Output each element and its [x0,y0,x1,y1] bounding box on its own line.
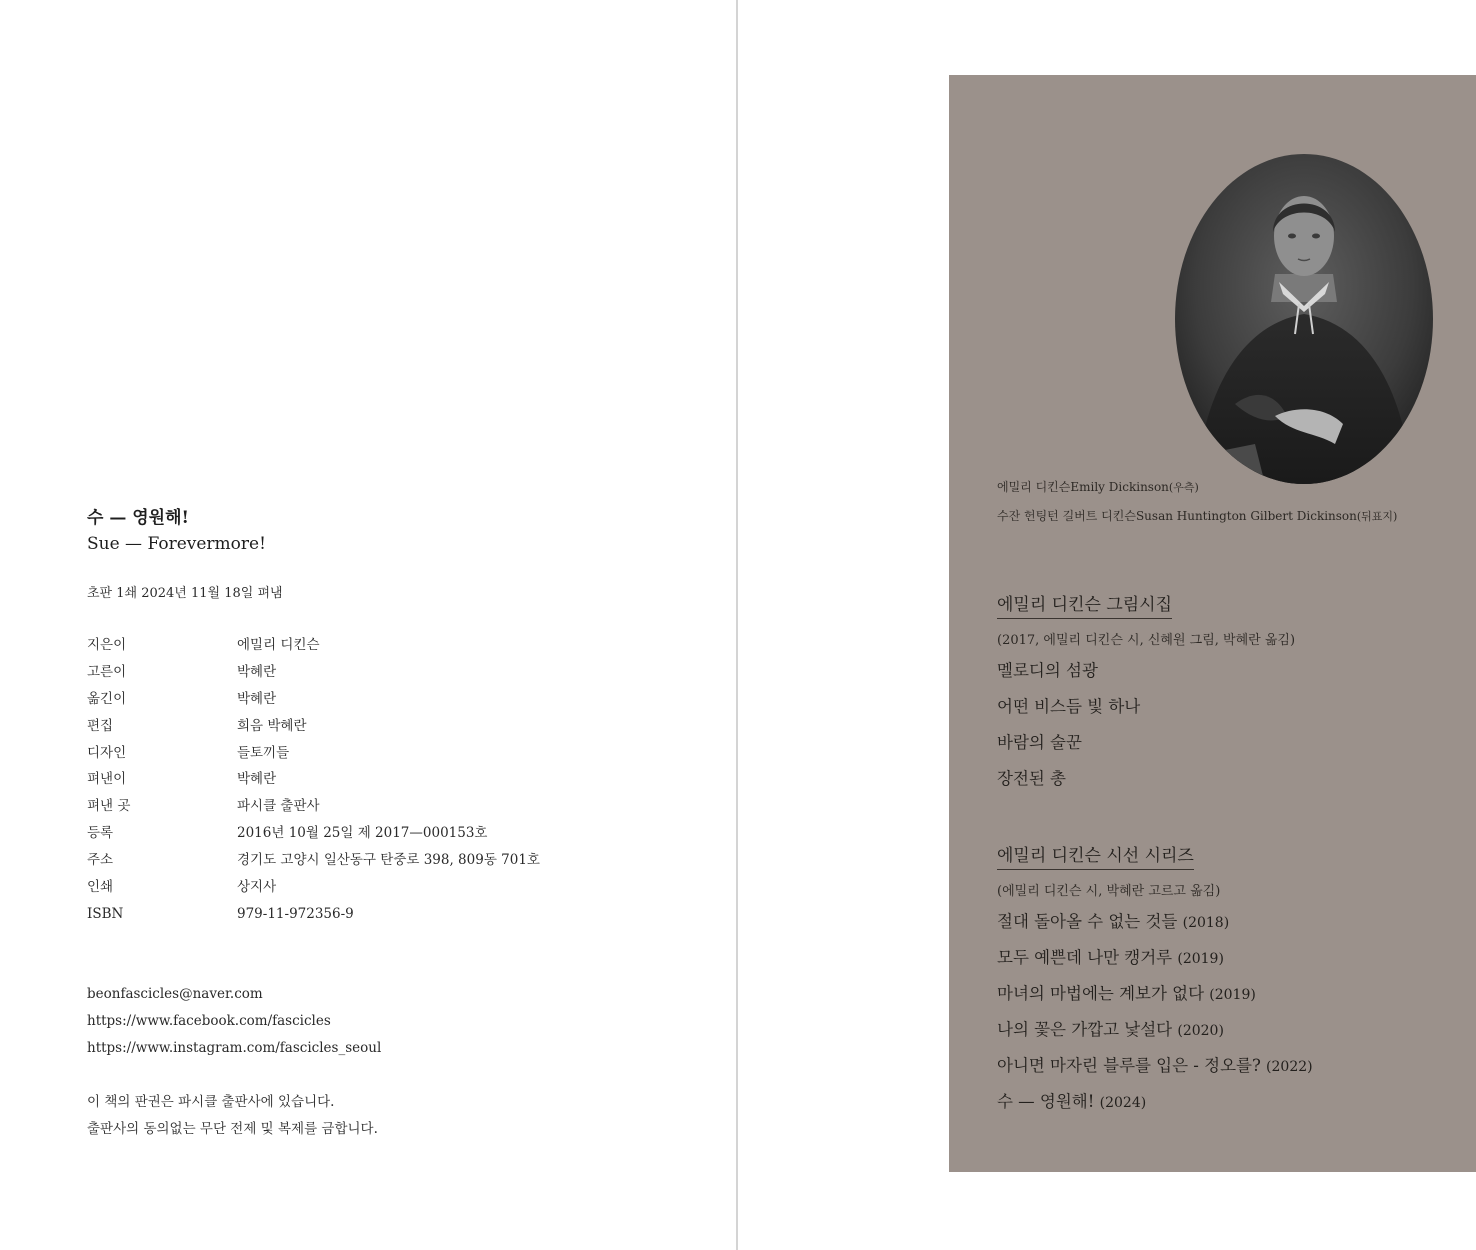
series-title: 에밀리 디킨슨 시선 시리즈 [997,844,1194,870]
credit-row [87,795,540,822]
credit-label: 지은이 [87,637,127,653]
book-title: 모두 예쁜데 나만 캥거루 [997,948,1173,967]
credit-label: 펴낸 곳 [87,798,131,815]
credit-value: 에밀리 디킨슨 [237,637,320,653]
book-title: 멜로디의 섬광 [997,661,1098,680]
credit-row [87,876,540,903]
credit-value: 경기도 고양시 일산동구 탄중로 398, 809동 701호 [237,852,540,869]
credit-row [87,849,540,876]
book-title-korean: 수 — 영원해! [87,508,189,528]
credit-value: 들토끼들 [237,744,290,761]
caption-note: (우측) [1168,481,1199,494]
caption-name: 에밀리 디킨슨Emily Dickinson [997,480,1169,494]
book-year: (2024) [1099,1095,1147,1111]
colophon-page [0,0,736,1250]
credit-label: 등록 [87,825,114,842]
contact-instagram-url: https://www.instagram.com/fascicles_seoul [87,1040,382,1056]
credit-value: 박혜란 [237,771,277,788]
book-title: 수 — 영원해! [997,1092,1095,1111]
credit-label: 편집 [87,717,114,734]
credit-value: 박혜란 [237,690,277,707]
book-title: 절대 돌아올 수 없는 것들 [997,912,1178,931]
series-book-list [997,907,1313,1123]
edition-line: 초판 1쇄 2024년 11월 18일 펴냄 [87,586,283,601]
book-title-english: Sue — Forevermore! [87,534,266,554]
credit-value: 979-11-972356-9 [237,905,354,922]
series-book-item [997,943,1313,979]
series-title: 에밀리 디킨슨 그림시집 [997,593,1172,619]
book-title: 마녀의 마법에는 계보가 없다 [997,984,1205,1003]
contact-email: beonfascicles@naver.com [87,986,263,1002]
contact-list [87,983,381,1064]
credit-row [87,822,540,849]
credit-label: 인쇄 [87,879,114,896]
book-title: 장전된 총 [997,769,1067,788]
series-book-item [997,979,1313,1015]
contact-facebook-url: https://www.facebook.com/fascicles [87,1013,331,1029]
credit-row [87,634,540,661]
credit-row [87,715,540,742]
series-note: (2017, 에밀리 디킨슨 시, 신혜원 그림, 박혜란 옮김) [997,633,1296,648]
credit-label: 고른이 [87,663,127,680]
copyright-line: 이 책의 판권은 파시클 출판사에 있습니다. [87,1094,335,1110]
book-title: 어떤 비스듬 빛 하나 [997,697,1141,716]
series-book-list [997,656,1295,800]
portrait-caption [997,476,1397,534]
series-book-item [997,907,1313,943]
credit-label: 펴낸이 [87,771,127,788]
caption-line [997,505,1397,534]
portrait-photo [1175,154,1433,484]
book-year: (2020) [1177,1023,1224,1039]
series-book-item [997,1015,1313,1051]
series-book-item [997,656,1295,692]
credit-label: 주소 [87,852,114,869]
credit-label: ISBN [87,905,124,922]
series-book-item [997,1051,1313,1087]
selected-poems-series [997,844,1313,1123]
credit-value: 2016년 10월 25일 제 2017—000153호 [237,825,488,842]
credit-value: 희음 박혜란 [237,717,307,734]
credit-value: 박혜란 [237,663,277,680]
picture-poetry-series [997,593,1295,800]
book-year: (2019) [1177,951,1224,967]
book-year: (2019) [1209,987,1256,1003]
copyright-notice [87,1091,378,1145]
book-title [87,505,266,557]
credit-label: 디자인 [87,744,127,761]
caption-line [997,476,1397,505]
credit-row [87,688,540,715]
book-year: (2022) [1266,1059,1313,1075]
page-gutter-divider [736,0,738,1250]
series-panel [949,75,1476,1172]
credit-row [87,768,540,795]
credit-row [87,742,540,769]
series-note: (에밀리 디킨슨 시, 박혜란 고르고 옮김) [997,884,1221,899]
caption-note: (뒤표지) [1356,510,1398,523]
book-title: 아니면 마자린 블루를 입은 - 정오를? [997,1056,1261,1075]
credit-row [87,661,540,688]
book-title: 바람의 술꾼 [997,733,1082,752]
copyright-line: 출판사의 동의없는 무단 전제 및 복제를 금합니다. [87,1121,378,1137]
book-title: 나의 꽃은 가깝고 낯설다 [997,1020,1173,1039]
book-year: (2018) [1182,915,1230,931]
credit-row [87,903,540,930]
credits-list [87,634,540,930]
caption-name: 수잔 헌팅턴 길버트 디킨슨Susan Huntington Gilbert Dickinson [997,509,1357,523]
series-book-item [997,728,1295,764]
credit-label: 옮긴이 [87,690,127,707]
series-book-item [997,764,1295,800]
series-book-item [997,1087,1313,1123]
credit-value: 상지사 [237,879,277,896]
credit-value: 파시클 출판사 [237,798,320,815]
series-book-item [997,692,1295,728]
